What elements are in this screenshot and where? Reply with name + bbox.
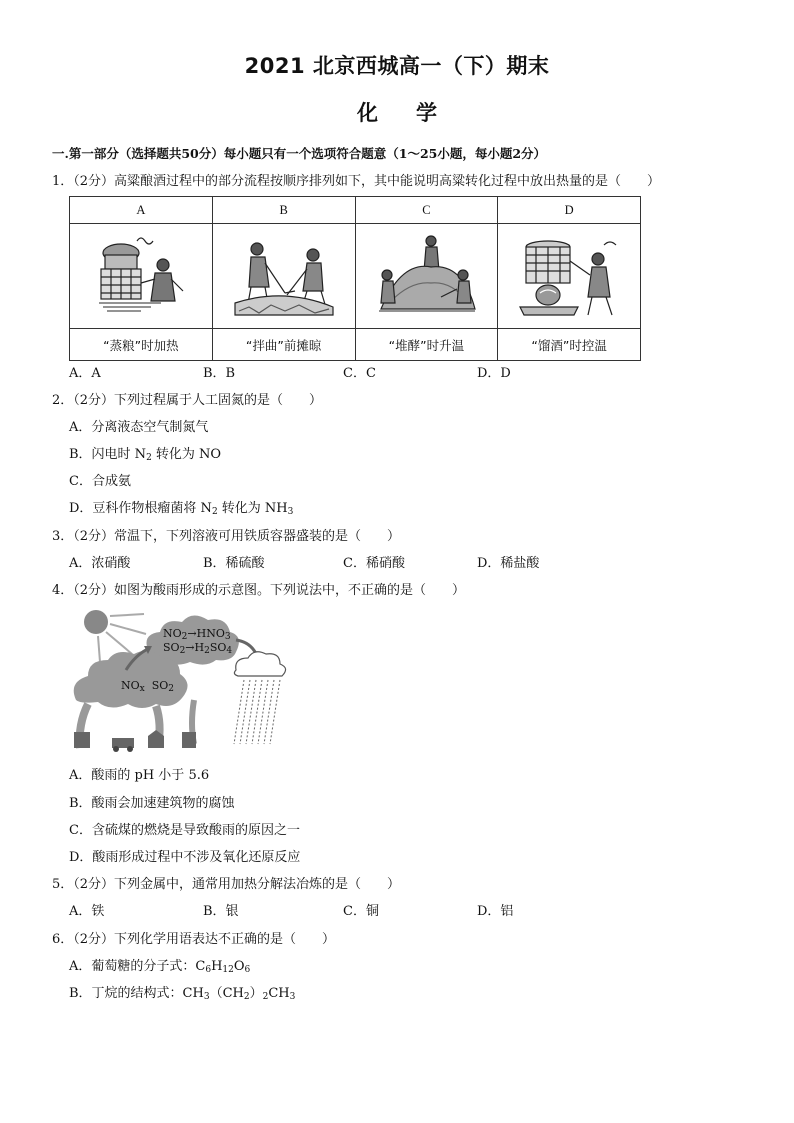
caption-a: “蒸粮”时加热 <box>70 329 213 361</box>
question-1-table <box>69 196 641 361</box>
q4-option-c[interactable]: C．含硫煤的燃烧是导致酸雨的原因之一 <box>69 823 300 838</box>
table-header-c: C <box>355 197 498 224</box>
rain-cloud-icon <box>234 652 285 676</box>
sun-icon <box>84 610 108 634</box>
chimney-building-icon <box>182 732 196 748</box>
q3-option-a[interactable]: A．浓硝酸 <box>69 556 131 571</box>
question-5-stem: 5．（2分）下列金属中，通常用加热分解法冶炼的是（ ） <box>52 877 401 892</box>
question-2-stem: 2．（2分）下列过程属于人工固氮的是（ ） <box>52 393 323 408</box>
question-3-stem: 3．（2分）常温下，下列溶液可用铁质容器盛装的是（ ） <box>52 529 401 544</box>
q1-option-b[interactable]: B．B <box>203 366 236 381</box>
steaming-grain-illustration <box>91 231 191 321</box>
q5-option-b[interactable]: B．银 <box>203 904 239 919</box>
page-title: 2021 北京西城高一（下）期末 <box>244 54 550 78</box>
section-heading: 一.第一部分（选择题共50分）每小题只有一个选项符合题意（1～25小题，每小题2分） <box>52 146 547 161</box>
q3-option-d[interactable]: D．稀盐酸 <box>477 556 540 571</box>
q4-option-a[interactable]: A．酸雨的 pH 小于 5.6 <box>69 768 210 783</box>
mixing-yeast-illustration <box>229 231 339 321</box>
q5-option-a[interactable]: A．铁 <box>69 904 105 919</box>
distilling-liquor-illustration <box>514 231 624 321</box>
q3-option-c[interactable]: C．稀硝酸 <box>343 556 405 571</box>
reaction-text-2: $SO_2\to H_2SO_4$ <box>163 641 233 656</box>
q4-option-b[interactable]: B．酸雨会加速建筑物的腐蚀 <box>69 796 235 811</box>
caption-c: “堆酵”时升温 <box>355 329 498 361</box>
q6-option-a[interactable]: A．葡萄糖的分子式：$C_6H_{12}O_6$ <box>69 959 251 975</box>
q3-option-b[interactable]: B．稀硫酸 <box>203 556 265 571</box>
q2-option-a[interactable]: A．分离液态空气制氮气 <box>69 420 209 435</box>
factory-icon <box>74 732 90 748</box>
caption-d: “馏酒”时控温 <box>498 329 641 361</box>
caption-b: “拌曲”前摊晾 <box>212 329 355 361</box>
reaction-text-1: $NO_2\to HNO_3$ <box>163 627 231 642</box>
table-header-d: D <box>498 197 641 224</box>
q4-option-d[interactable]: D．酸雨形成过程中不涉及氧化还原反应 <box>69 850 301 865</box>
q1-option-d[interactable]: D．D <box>477 366 511 381</box>
q6-option-b[interactable]: B．丁烷的结构式：$CH_3(CH_2)_2CH_3$ <box>69 986 296 1002</box>
fermenting-pile-illustration <box>371 231 481 321</box>
question-1-stem: 1．（2分）高粱酿酒过程中的部分流程按顺序排列如下，其中能说明高粱转化过程中放出热量的是（ ） <box>52 174 661 189</box>
q1-option-a[interactable]: A．A <box>69 366 101 381</box>
q2-option-b[interactable]: B．闪电时 $N_2$ 转化为 NO <box>69 447 222 463</box>
q2-option-c[interactable]: C．合成氨 <box>69 474 131 489</box>
question-6-stem: 6．（2分）下列化学用语表达不正确的是（ ） <box>52 932 336 947</box>
subject-title: 化学 <box>357 101 475 125</box>
acid-rain-diagram <box>66 604 296 754</box>
q5-option-d[interactable]: D．铝 <box>477 904 514 919</box>
emission-text: $NO_x$ $SO_2$ <box>121 679 175 694</box>
question-4-stem: 4．（2分）如图为酸雨形成的示意图。下列说法中，不正确的是（ ） <box>52 583 466 598</box>
rain-icon <box>234 680 280 744</box>
q5-option-c[interactable]: C．铜 <box>343 904 379 919</box>
q1-option-c[interactable]: C．C <box>343 366 376 381</box>
table-header-b: B <box>212 197 355 224</box>
table-header-a: A <box>70 197 213 224</box>
q2-option-d[interactable]: D．豆科作物根瘤菌将 $N_2$ 转化为 $NH_3$ <box>69 501 294 517</box>
